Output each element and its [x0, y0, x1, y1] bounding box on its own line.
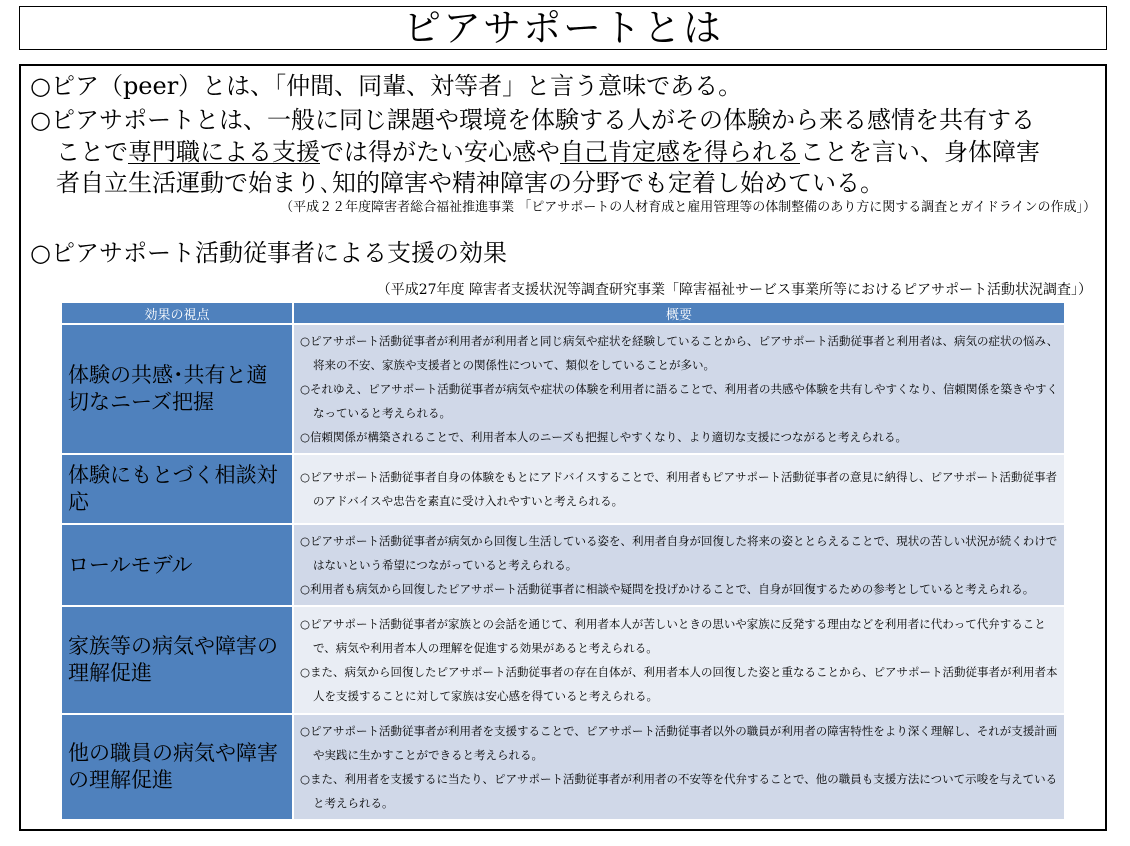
peer-definition: ○ピア（peer）とは、「仲間、同輩、対等者」と言う意味である。	[30, 72, 743, 100]
definition-text: ことで	[56, 138, 128, 166]
row-aspect: 家族等の病気や障害の理解促進	[61, 606, 293, 714]
underlined-phrase-self-affirmation: 自己肯定感を得られる	[560, 138, 800, 166]
summary-item: ○ ピアサポート活動従事者が利用者を支援することで、ピアサポート活動従事者以外の職員が利用者の障害特性をより深く理解し、それが支援計画や実践に生かすことができると考えられる。	[300, 719, 1060, 767]
table-row	[61, 454, 1065, 524]
summary-item: ○ ピアサポート活動従事者が家族との会話を通じて、利用者本人が苦しいときの思いや家族に反発する理由などを利用者に代わって代弁することで、病気や利用者本人の理解を促進する効果があると考えられる。	[300, 612, 1060, 660]
source-citation-2: （平成27年度 障害者支援状況等調査研究事業「障害福祉サービス事業所等におけるピアサポート活動状況調査」）	[376, 282, 1092, 298]
column-header-summary: 概要	[293, 302, 1065, 324]
peer-support-definition-line2	[56, 137, 1040, 167]
table-row	[61, 524, 1065, 606]
summary-item: ○ 利用者も病気から回復したピアサポート活動従事者に相談や疑問を投げかけることで、自身が回復するための参考としていると考えられる。	[300, 577, 1060, 601]
table-header-row	[61, 302, 1065, 324]
effects-table	[60, 301, 1066, 821]
summary-item: ○ 信頼関係が構築されることで、利用者本人のニーズも把握しやすくなり、より適切な支援につながると考えられる。	[300, 425, 1060, 449]
summary-item: ○ また、利用者を支援するに当たり、ピアサポート活動従事者が利用者の不安等を代弁することで、他の職員も支援方法について示唆を与えていると考えられる。	[300, 767, 1060, 815]
definition-text: では得がたい安心感や	[320, 138, 560, 166]
summary-item: ○ それゆえ、ピアサポート活動従事者が病気や症状の体験を利用者に語ることで、利用者の共感や体験を共有しやすくなり、信頼関係を築きやすくなっていると考えられる。	[300, 377, 1060, 425]
underlined-phrase-professional-support: 専門職による支援	[128, 138, 320, 166]
page-title: ピアサポートとは	[402, 6, 723, 50]
table-row	[61, 324, 1065, 454]
row-summary	[293, 524, 1065, 606]
row-summary	[293, 606, 1065, 714]
summary-item: ○ ピアサポート活動従事者自身の体験をもとにアドバイスすることで、利用者もピアサポート活動従事者の意見に納得し、ピアサポート活動従事者のアドバイスや忠告を素直に受け入れやすいと考えられる。	[300, 465, 1060, 513]
row-aspect: 体験にもとづく相談対応	[61, 454, 293, 524]
table-row	[61, 714, 1065, 820]
summary-item: ○ ピアサポート活動従事者が利用者が利用者と同じ病気や症状を経験していることから、ピアサポート活動従事者と利用者は、病気の症状の悩み、将来の不安、家族や支援者との関係性について、類似をしていることが多い。	[300, 329, 1060, 377]
row-summary	[293, 714, 1065, 820]
row-summary	[293, 324, 1065, 454]
title-box	[19, 6, 1107, 50]
table-row	[61, 606, 1065, 714]
summary-item: ○ また、病気から回復したピアサポート活動従事者の存在自体が、利用者本人の回復した姿と重なることから、ピアサポート活動従事者が利用者本人を支援することに対して家族は安心感を得ていると考えられる。	[300, 660, 1060, 708]
row-summary	[293, 454, 1065, 524]
row-aspect: 他の職員の病気や障害の理解促進	[61, 714, 293, 820]
peer-support-definition-line1: ○ピアサポートとは、一般に同じ課題や環境を体験する人がその体験から来る感情を共有する	[30, 106, 1035, 134]
summary-item: ○ ピアサポート活動従事者が病気から回復し生活している姿を、利用者自身が回復した将来の姿ととらえることで、現状の苦しい状況が続くわけではないという希望につながっていると考えられる。	[300, 529, 1060, 577]
row-aspect: 体験の共感･共有と適切なニーズ把握	[61, 324, 293, 454]
definition-text: ことを言い、身体障害	[800, 138, 1040, 166]
peer-support-definition-line3: 者自立生活運動で始まり､知的障害や精神障害の分野でも定着し始めている。	[56, 169, 884, 197]
column-header-aspect: 効果の視点	[61, 302, 293, 324]
effects-heading: ○ピアサポート活動従事者による支援の効果	[30, 239, 507, 267]
source-citation-1: （平成２２年度障害者総合福祉推進事業 「ピアサポートの人材育成と雇用管理等の体制整備のあり方に関する調査とガイドラインの作成」）	[280, 200, 1096, 215]
row-aspect: ロールモデル	[61, 524, 293, 606]
